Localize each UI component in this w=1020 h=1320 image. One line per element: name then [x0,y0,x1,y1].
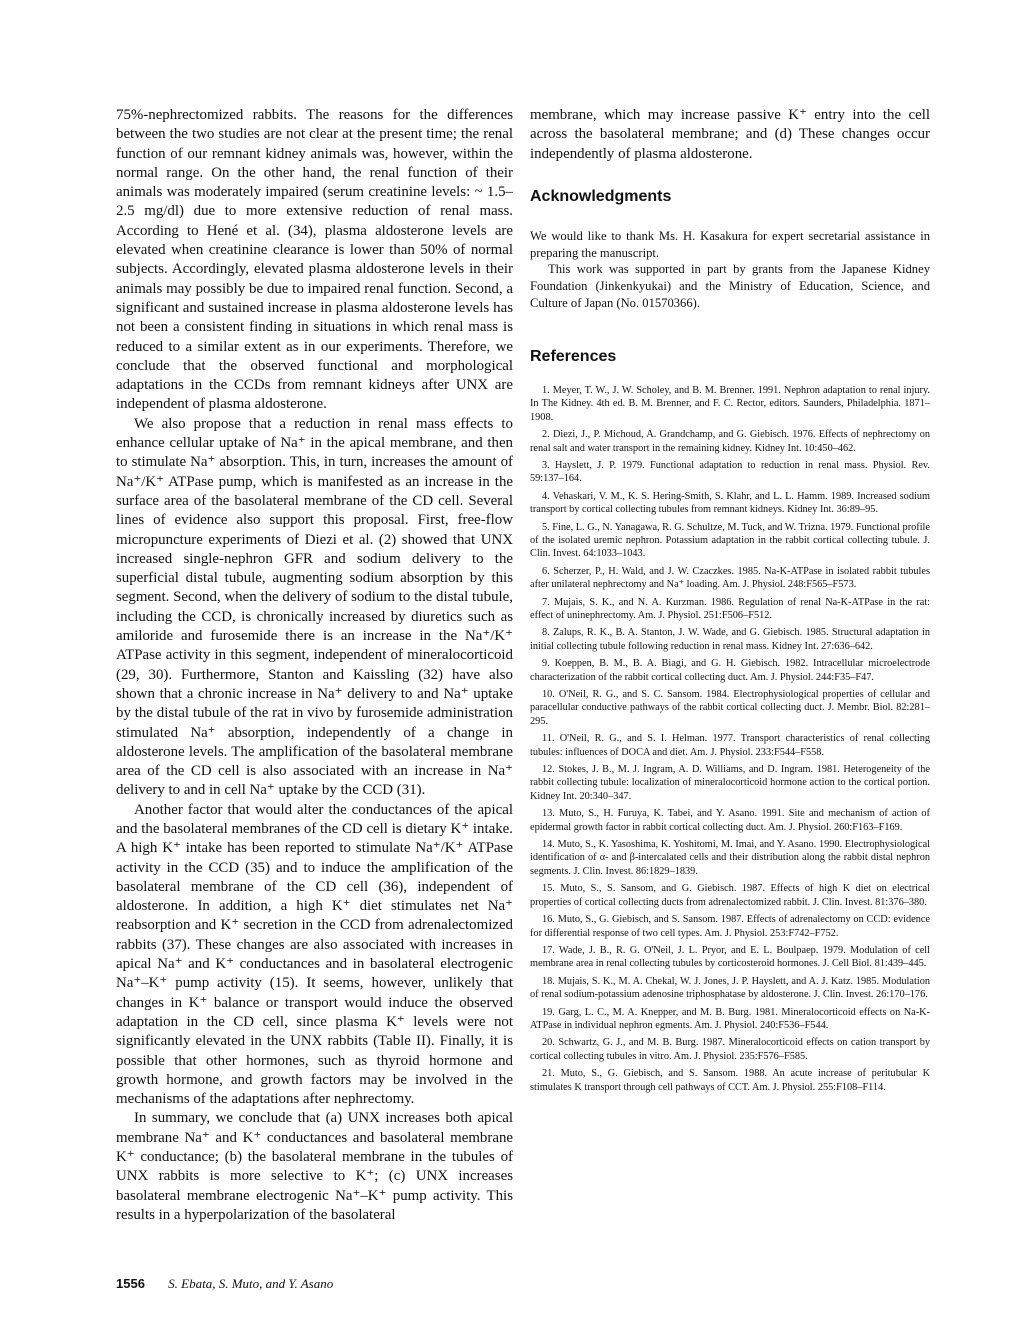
body-paragraph-continued: membrane, which may increase passive K⁺ entry into the cell across the basolateral membrane; and (d) These changes occur independently of plasma aldosterone. [530,107,930,162]
reference-item: 1. Meyer, T. W., J. W. Scholey, and B. M. Brenner. 1991. Nephron adaptation to renal injury. In The Kidney. 4th ed. B. M. Brenner, and F. C. Rector, editors. Saunders, Philadelphia. 1871–1908. [530,384,930,423]
page-footer [116,1276,333,1292]
body-paragraph: We also propose that a reduction in renal mass effects to enhance cellular uptake of Na⁺ in the apical membrane, and then to stimulate Na⁺ absorption. This, in turn, increases the amount of Na⁺/K⁺ ATPase pump, which is manifested as an increase in the surface area of the basolateral membrane of the CD cell. Several lines of evidence also support this proposal. First, free-flow micropuncture experiments of Diezi et al. (2) showed that UNX increased single-nephron GFR and sodium delivery to the superficial distal tubule, augmenting sodium absorption by this segment. Second, when the delivery of sodium to the distal tubule, including the CCD, is chronically increased by diuretics such as amiloride and furosemide there is an increase in the Na⁺/K⁺ ATPase activity in this segment, independent of mineralocorticoid (29, 30). Furthermore, Stanton and Kaissling (32) have also shown that a chronic increase in Na⁺ delivery to and Na⁺ uptake by the distal tubule of the rat in vivo by furosemide administration stimulated Na⁺ absorption, independently of a change in aldosterone levels. The amplification of the basolateral membrane area of the CD cell is also associated with an increase in Na⁺ delivery to and in cell Na⁺ uptake by the CCD (31). [116,415,513,799]
acknowledgment-paragraph: This work was supported in part by grants from the Japanese Kidney Foundation (Jinkenkyukai) and the Ministry of Education, Science, and Culture of Japan (No. 01570366). [530,262,930,311]
reference-list [530,384,930,1094]
running-authors: S. Ebata, S. Muto, and Y. Asano [168,1276,334,1291]
body-paragraph: 75%-nephrectomized rabbits. The reasons for the differences between the two studies are not clear at the present time; the renal function of our remnant kidney animals was, however, within the normal range. On the other hand, the renal function of their animals was moderately impaired (serum creatinine levels: ~ 1.5–2.5 mg/dl) due to more extensive reduction of renal mass. According to Hené et al. (34), plasma aldosterone levels are elevated when creatinine clearance is lower than 50% of normal subjects. Accordingly, elevated plasma aldosterone levels in their animals may possibly be due to impaired renal function. Second, a significant and sustained increase in plasma aldosterone levels has not been a consistent finding in situations in which renal mass is reduced to a similar extent as in our experiments. Therefore, we conclude that the observed functional and morphological adaptations in the CCDs from remnant kidneys after UNX are independent of plasma aldosterone. [116,107,513,413]
reference-item: 5. Fine, L. G., N. Yanagawa, R. G. Schultze, M. Tuck, and W. Trizna. 1979. Functional profile of the isolated uremic nephron. Potassium adaptation in the rabbit cortical collecting tubule. J. Clin. Invest. 64:1033–1043. [530,521,930,560]
reference-item: 16. Muto, S., G. Giebisch, and S. Sansom. 1987. Effects of adrenalectomy on CCD: evidence for differential response of two cell types. Am. J. Physiol. 253:F742–F752. [530,914,930,939]
reference-item: 18. Mujais, S. K., M. A. Chekal, W. J. Jones, J. P. Hayslett, and A. J. Katz. 1985. Modulation of renal sodium-potassium adenosine triphosphatase by aldosterone. J. Clin. Invest. 26:170–176. [530,975,930,1001]
page-number: 1556 [116,1276,145,1291]
reference-item: 2. Diezi, J., P. Michoud, A. Grandchamp, and G. Giebisch. 1976. Effects of nephrectomy on renal salt and water transport in the remaining kidney. Kidney Int. 10:450–462. [530,429,930,454]
body-paragraph: In summary, we conclude that (a) UNX increases both apical membrane Na⁺ and K⁺ conductances and basolateral membrane K⁺ conductance; (b) the basolateral membrane in the tubules of UNX rabbits is more selective to K⁺; (c) UNX increases basolateral membrane electrogenic Na⁺–K⁺ pump activity. This results in a hyperpolarization of the basolateral [116,1110,513,1223]
references-heading: References [530,347,617,365]
acknowledgments-heading: Acknowledgments [530,187,672,205]
reference-item: 12. Stokes, J. B., M. J. Ingram, A. D. Williams, and D. Ingram. 1981. Heterogeneity of the rabbit collecting tubule: localization of mineralocorticoid hormone action to the cortical portion. Kidney Int. 20:340–347. [530,764,930,802]
right-column [530,106,930,1098]
reference-item: 7. Mujais, S. K., and N. A. Kurzman. 1986. Regulation of renal Na-K-ATPase in the rat: effect of uninephrectomy. Am. J. Physiol. 251:F506–F512. [530,596,930,621]
reference-item: 4. Vehaskari, V. M., K. S. Hering-Smith, S. Klahr, and L. L. Hamm. 1989. Increased sodium transport by cortical collecting tubules from remnant kidneys. Kidney Int. 36:89–95. [530,490,930,516]
reference-item: 15. Muto, S., S. Sansom, and G. Giebisch. 1987. Effects of high K diet on electrical properties of cortical collecting ducts from adrenalectomized rabbit. J. Clin. Invest. 81:376–380. [530,883,930,908]
reference-item: 20. Schwartz, G. J., and M. B. Burg. 1987. Mineralocorticoid effects on cation transport by cortical collecting tubules in vitro. Am. J. Physiol. 235:F576–F585. [530,1037,930,1062]
reference-item: 6. Scherzer, P., H. Wald, and J. W. Czaczkes. 1985. Na-K-ATPase in isolated rabbit tubules after unilateral nephrectomy and Na⁺ loading. Am. J. Physiol. 248:F565–F573. [530,565,930,591]
reference-item: 9. Koeppen, B. M., B. A. Biagi, and G. H. Giebisch. 1982. Intracellular microelectrode characterization of the rabbit cortical collecting duct. Am. J. Physiol. 244:F35–F47. [530,658,930,683]
reference-item: 14. Muto, S., K. Yasoshima, K. Yoshitomi, M. Imai, and Y. Asano. 1990. Electrophysiological identification of α- and β-intercalated cells and their distribution along the rabbit distal nephron segments. J. Clin. Invest. 86:1829–1839. [530,839,930,877]
reference-item: 17. Wade, J. B., R. G. O'Neil, J. L. Pryor, and E. L. Boulpaep. 1979. Modulation of cell membrane area in renal collecting tubules by corticosteroid hormones. J. Cell Biol. 81:439–445. [530,944,930,970]
reference-item: 21. Muto, S., G. Giebisch, and S. Sansom. 1988. An acute increase of peritubular K stimulates K transport through cell pathways of CCT. Am. J. Physiol. 255:F108–F114. [530,1068,930,1093]
reference-item: 3. Hayslett, J. P. 1979. Functional adaptation to reduction in renal mass. Physiol. Rev. 59:137–164. [530,459,930,485]
reference-item: 11. O'Neil, R. G., and S. I. Helman. 1977. Transport characteristics of renal collecting tubules: influences of DOCA and diet. Am. J. Physiol. 233:F544–F558. [530,733,930,758]
reference-item: 19. Garg, L. C., M. A. Knepper, and M. B. Burg. 1981. Mineralocorticoid effects on Na-K-ATPase in individual nephron egments. Am. J. Physiol. 240:F536–F544. [530,1006,930,1031]
left-column [116,106,513,1225]
body-paragraph: Another factor that would alter the conductances of the apical and the basolateral membranes of the CD cell is dietary K⁺ intake. A high K⁺ intake has been reported to stimulate Na⁺/K⁺ ATPase activity in the CCD (35) and to induce the amplification of the basolateral membrane of the CD cell (36), independent of aldosterone. In addition, a high K⁺ diet stimulates net Na⁺ reabsorption and K⁺ secretion in the CCD from adrenalectomized rabbits (37). These changes are also associated with increases in apical Na⁺ and K⁺ conductances and in basolateral electrogenic Na⁺–K⁺ pump activity (15). It seems, however, unlikely that changes in K⁺ balance or transport would induce the observed adaptation in the CD cell, since plasma K⁺ levels were not significantly elevated in the UNX rabbits (Table II). Finally, it is possible that other hormones, such as thyroid hormone and growth hormone, and growth factors may be involved in the mechanisms of the adaptations after nephrectomy. [116,801,513,1108]
reference-item: 10. O'Neil, R. G., and S. C. Sansom. 1984. Electrophysiological properties of cellular and paracellular conductive pathways of the rabbit cortical collecting duct. J. Membr. Biol. 82:281–295. [530,689,930,727]
reference-item: 8. Zalups, R. K., B. A. Stanton, J. W. Wade, and G. Giebisch. 1985. Structural adaptation in initial collecting tubule following reduction in renal mass. Kidney Int. 27:636–642. [530,627,930,652]
acknowledgment-paragraph: We would like to thank Ms. H. Kasakura for expert secretarial assistance in preparing the manuscript. [530,228,930,260]
reference-item: 13. Muto, S., H. Furuya, K. Tabei, and Y. Asano. 1991. Site and mechanism of action of epidermal growth factor in rabbit cortical collecting duct. Am. J. Physiol. 260:F163–F169. [530,808,930,833]
